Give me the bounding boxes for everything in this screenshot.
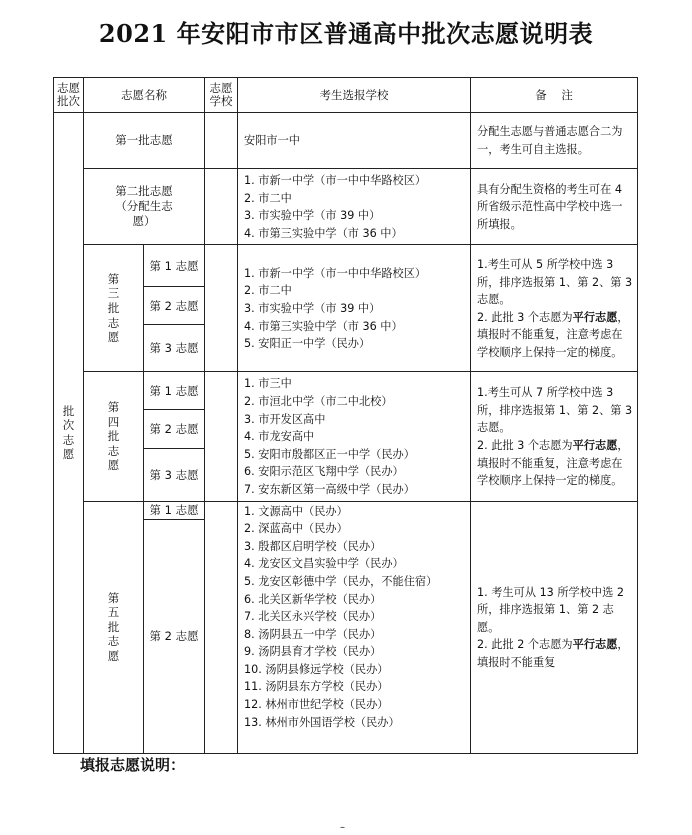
batch2-schools: 1. 市新一中学（市一中中华路校区） 2. 市二中 3. 市实验中学（市 39 中） 4. 市第三实验中学（市 36 中） bbox=[238, 169, 471, 245]
batch1-school: 安阳市一中 bbox=[238, 113, 471, 169]
page-title: 2021 年安阳市市区普通高中批次志愿说明表 bbox=[98, 19, 594, 48]
batch5-note: 1. 考生可从 13 所学校中选 2 所，排序选报第 1、第 2 志愿。 2. 此批 2 个志愿为平行志愿，填报时不能重复 bbox=[471, 501, 638, 753]
header-schools: 考生选报学校 bbox=[238, 78, 471, 113]
batch4-schools: 1. 市三中 2. 市洹北中学（市二中北校） 3. 市开发区高中 4. 市龙安高中 5. 安阳市殷都区正一中学（民办） 6. 安阳示范区飞翔中学（民办） 7. 安东新区第一高级中学（民办） bbox=[238, 372, 471, 501]
batch1-row bbox=[54, 113, 638, 169]
batch3-schools: 1. 市新一中学（市一中中华路校区） 2. 市二中 3. 市实验中学（市 39 中） 4. 市第三实验中学（市 36 中） 5. 安阳正一中学（民办） bbox=[238, 245, 471, 372]
batch2-row bbox=[54, 169, 638, 245]
batch4-label: 第 四 批 志 愿 bbox=[84, 372, 144, 501]
batch3-label: 第 三 批 志 愿 bbox=[84, 245, 144, 372]
batch4-note: 1.考生可从 7 所学校中选 3 所，排序选报第 1、第 2、第 3 志愿。 2. 此批 3 个志愿为平行志愿，填报时不能重复，注意考虑在学校顺序上保持一定的梯度。 bbox=[471, 372, 638, 501]
header-row bbox=[54, 78, 638, 113]
batch1-col bbox=[205, 113, 238, 169]
batch3-sub-1: 第 1 志愿 bbox=[144, 245, 205, 287]
batch5-label: 第 五 批 志 愿 bbox=[84, 501, 144, 753]
batch3-sub-3: 第 3 志愿 bbox=[144, 325, 205, 372]
batch2-name: 第二批志愿 （分配生志 愿） bbox=[84, 169, 205, 245]
batch4-sub-1: 第 1 志愿 bbox=[144, 372, 205, 410]
batch5-col bbox=[205, 501, 238, 753]
batch5-sub-1: 第 1 志愿 bbox=[144, 501, 205, 519]
header-col: 志愿 学校 bbox=[205, 78, 238, 113]
batch2-note: 具有分配生资格的考生可在 4 所省级示范性高中学校中选一所填报。 bbox=[471, 169, 638, 245]
batch5-sub-2: 第 2 志愿 bbox=[144, 519, 205, 753]
header-batch: 志愿 批次 bbox=[54, 78, 84, 113]
batch1-name: 第一批志愿 bbox=[84, 113, 205, 169]
batch4-col bbox=[205, 372, 238, 501]
batch5-schools: 1. 文源高中（民办） 2. 深蓝高中（民办） 3. 殷都区启明学校（民办） 4. 龙安区文昌实验中学（民办） 5. 龙安区彰德中学（民办，不能住宿） 6. 北关区新华学校（民办） 7. 北关区永兴学校（民办） 8. 汤阴县五一中学（民办） 9. 汤阴县育才学校（民办） 10. 汤阴县修远学校（民办） 11. 汤阴县东方学校（民办） 12. 林州市世纪学校（民办） 13. 林州市外国语学校（民办） bbox=[238, 501, 471, 753]
batch4-row-1 bbox=[54, 372, 638, 410]
batch3-sub-2: 第 2 志愿 bbox=[144, 287, 205, 325]
batch4-sub-3: 第 3 志愿 bbox=[144, 448, 205, 501]
batch2-col bbox=[205, 169, 238, 245]
batch3-row-1 bbox=[54, 245, 638, 287]
outer-label: 批 次 志 愿 bbox=[54, 113, 84, 754]
batch3-note: 1.考生可从 5 所学校中选 3 所，排序选报第 1、第 2、第 3 志愿。 2. 此批 3 个志愿为平行志愿，填报时不能重复，注意考虑在学校顺序上保持一定的梯度。 bbox=[471, 245, 638, 372]
header-name: 志愿名称 bbox=[84, 78, 205, 113]
batch5-row-1 bbox=[54, 501, 638, 519]
batch3-col bbox=[205, 245, 238, 372]
volunteer-table bbox=[53, 77, 638, 754]
footer-note: 填报志愿说明： bbox=[80, 756, 186, 774]
batch1-note: 分配生志愿与普通志愿合二为一，考生可自主选报。 bbox=[471, 113, 638, 169]
header-remark: 备 注 bbox=[471, 78, 638, 113]
page-mark: – bbox=[340, 822, 345, 833]
batch4-sub-2: 第 2 志愿 bbox=[144, 410, 205, 449]
